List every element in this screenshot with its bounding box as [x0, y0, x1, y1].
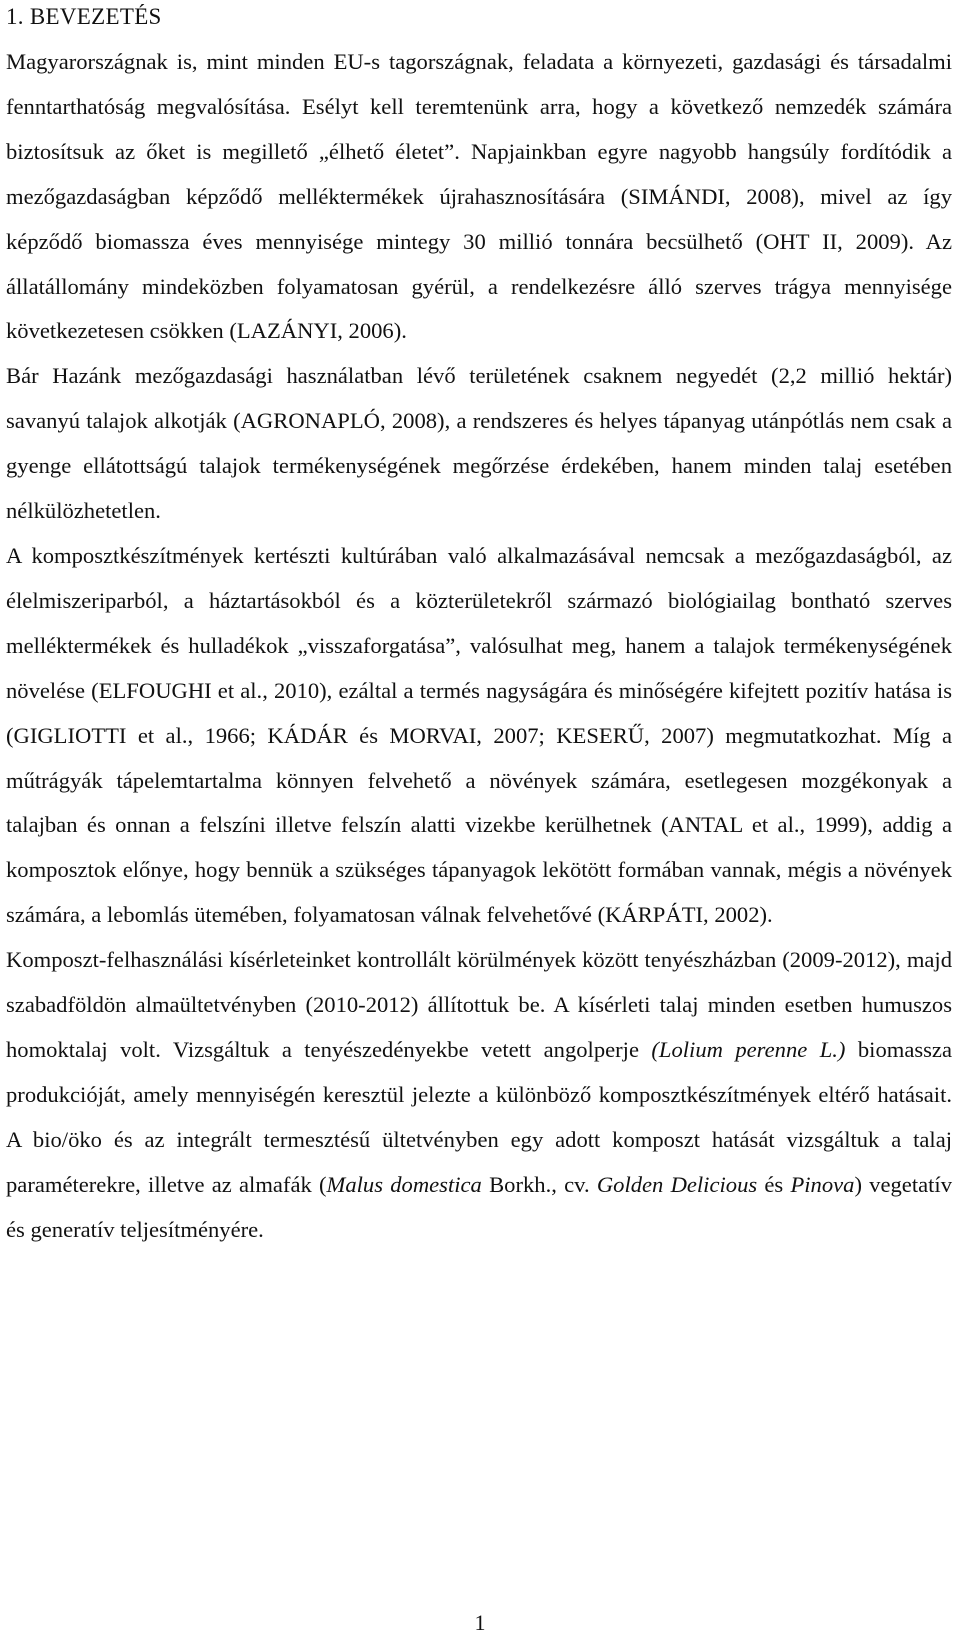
- text-run: A komposztkészítmények kertészti kultúrában való alkalmazásával nemcsak a mezőgazdaságból, az élelmiszeriparból, a háztartásokból és a közterületekről származó biológiailag bontható szerves melléktermékek és hulladékok „visszaforgatása”, valósulhat meg, hanem a talajok termékenységének növelése (ELFOUGHI et al., 2010), ezáltal a termés nagyságára és minőségére kifejtett pozitív hatása is (GIGLIOTTI et al., 1966; KÁDÁR és MORVAI, 2007; KESERŰ, 2007) megmutatkozhat. Míg a műtrágyák tápelemtartalma könnyen felvehető a növények számára, esetlegesen mozgékonyak a talajban és onnan a felszíni illetve felszín alatti vizekbe kerülhetnek (ANTAL et al., 1999), addig a komposztok előnye, hogy bennük a szükséges tápanyagok lekötött formában vannak, mégis a növények számára, a lebomlás ütemében, folyamatosan válnak felvehetővé (KÁRPÁTI, 2002).: [6, 542, 952, 928]
- italic-text-run: Golden Delicious: [596, 1171, 758, 1197]
- body-text: [6, 40, 952, 1252]
- text-run: Borkh., cv.: [481, 1171, 597, 1197]
- page-number: 1: [474, 1610, 486, 1635]
- italic-text-run: Pinova: [790, 1171, 855, 1197]
- text-run: ) vegetatív és generatív teljesítményére.: [6, 1171, 952, 1242]
- italic-text-run: (Lolium perenne L.): [651, 1036, 846, 1062]
- text-run: biomassza produkcióját, amely mennyiségén keresztül jelezte a különböző komposztkészítmények eltérő hatásait. A bio/öko és az integrált termesztésű ültetvényben egy adott komposzt hatását vizsgáltuk a talaj paraméterekre, illetve az almafák (: [6, 1036, 952, 1197]
- italic-text-run: Malus domestica: [326, 1171, 482, 1197]
- text-run: Komposzt-felhasználási kísérleteinket kontrollált körülmények között tenyészházban (2009-2012), majd szabadföldön almaültetvényben (2010-2012) állítottuk be. A kísérleti talaj minden esetben humuszos homoktalaj volt. Vizsgáltuk a tenyészedényekbe vetett angolperje: [6, 947, 952, 1062]
- paragraph-compost: [6, 534, 952, 938]
- text-run: és: [757, 1171, 791, 1197]
- paragraph-intro: [6, 40, 952, 354]
- paragraph-soils: [6, 354, 952, 534]
- paragraph-experiments: [6, 938, 952, 1252]
- text-run: Magyarországnak is, mint minden EU-s tagországnak, feladata a környezeti, gazdasági és társadalmi fenntarthatóság megvalósítása. Esélyt kell teremtenünk arra, hogy a következő nemzedék számára biztosítsuk az őket is megillető „élhető életet”. Napjainkban egyre nagyobb hangsúly fordítódik a mezőgazdaságban képződő melléktermékek újrahasznosítására (SIMÁNDI, 2008), mivel az így képződő biomassza éves mennyisége mintegy 30 millió tonnára becsülhető (OHT II, 2009). Az állatállomány mindeközben folyamatosan gyérül, a rendelkezésre álló szerves trágya mennyisége következetesen csökken (LAZÁNYI, 2006).: [6, 49, 952, 344]
- text-run: Bár Hazánk mezőgazdasági használatban lévő területének csaknem negyedét (2,2 millió hektár) savanyú talajok alkotják (AGRONAPLÓ, 2008), a rendszeres és helyes tápanyag utánpótlás nem csak a gyenge ellátottságú talajok termékenységének megőrzése érdekében, hanem minden talaj esetében nélkülözhetetlen.: [6, 363, 952, 524]
- section-heading: 1. BEVEZETÉS: [6, 4, 162, 29]
